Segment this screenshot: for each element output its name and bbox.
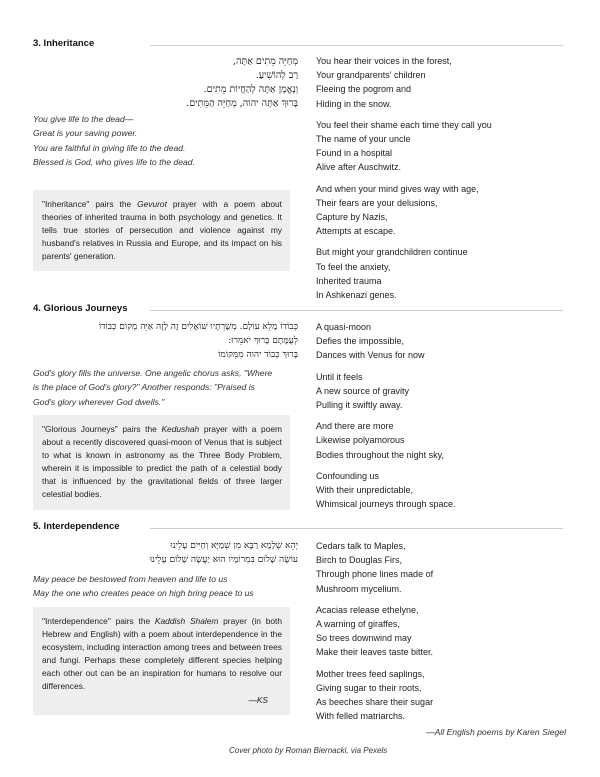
poem-line: Their fears are your delusions, [316,197,438,208]
note-text: "Glorious Journeys" pairs the [42,424,162,434]
hebrew-line: מְחַיֵּה מֵתִים אַתָּה, [232,56,298,67]
hebrew-line: לְעֻמָּתָם בָּרוּךְ יֹאמֵרוּ: [228,336,298,346]
hebrew-text-gevurot [48,55,298,111]
poem-line: As beeches share their sugar [316,697,434,708]
translation-line: Great is your saving power. [33,128,138,139]
poem-line: A quasi-moon [316,322,372,332]
poem-line: Confounding us [316,470,380,481]
translation-gevurot [33,112,298,169]
hebrew-line: כְּבוֹדוֹ מָלֵא עוֹלָם. מְשָׁרְתָיו שׁוֹאֲלִים זֶה לָזֶה אַיֵּה מְקוֹם כְּבוֹדוֹ [98,322,298,332]
translation-line: You are faithful in giving life to the dead. [33,142,186,153]
poem-line: Until it feels [316,371,363,382]
note-text: "Interdependence" pairs the [42,616,155,626]
poem-line: Birch to Douglas Firs, [316,555,403,566]
poem-stanza [316,182,586,239]
poem-line: With felled matriarchs. [316,711,406,722]
poem-stanza [316,603,586,660]
poem-line: A new source of gravity [316,385,410,396]
translation-line: May peace be bestowed from heaven and life to us [33,574,228,584]
author-initials: —KS [248,694,268,705]
poem-line: Inherited trauma [316,275,382,286]
poem-line: To feel the anxiety, [316,261,391,272]
section-divider [150,310,563,311]
poem-line: You feel their shame each time they call you [316,119,492,130]
poem-stanza [316,320,586,363]
poem-inheritance [316,54,586,309]
section-title-glorious-journeys: 4. Glorious Journeys [33,303,128,314]
note-text: prayer (in both Hebrew and English) with a poem about interdependence in the ecosystem, including interaction among trees and between trees and fungi. Perhaps these completely different species helping each other out can be an inspiration for humans to resolve our differences. [42,616,283,692]
prayer-name: Gevurot [137,199,167,209]
prayer-name: Kedushah [161,424,200,434]
hebrew-text-kedushah [48,320,298,362]
poem-line: Bodies throughout the night sky, [316,449,444,460]
poem-stanza [316,469,586,512]
poem-line: And when your mind gives way with age, [316,183,479,194]
poem-line: Found in a hospital [316,148,393,159]
poem-stanza [316,539,586,596]
poem-stanza [316,245,586,302]
poem-line: Fleeing the pogrom and [316,84,412,95]
poem-line: Mother trees feed saplings, [316,668,425,679]
poem-line: Likewise polyamorous [316,435,405,446]
translation-line: Blessed is God, who gives life to the dead. [33,156,195,167]
poem-line: A warning of giraffes, [316,619,400,630]
hebrew-line: וְנֶאֱמָן אַתָּה לְהַחֲיוֹת מֵתִים. [203,84,298,95]
poem-line: Through phone lines made of [316,569,434,580]
hebrew-line: עוֹשֶׂה שָׁלוֹם בִּמְרוֹמָיו הוּא יַעֲשֶׂה שָׁלוֹם עָלֵינוּ [149,555,298,565]
poem-stanza [316,370,586,413]
poem-line: Alive after Auschwitz. [316,162,402,173]
poem-line: Make their leaves taste bitter. [316,647,434,658]
poem-line: Mushroom mycelium. [316,583,402,594]
prayer-name: Kaddish Shalem [154,616,219,626]
note-box-inheritance [33,190,290,271]
note-text: prayer with a poem about theories of inherited trauma in both psychology and genetics. It tells true stories of persecution and violence against my husband's relatives in Russia and Europe, and its impact on his parents' generation. [42,199,282,262]
poem-stanza [316,118,586,175]
poem-line: But might your grandchildren continue [316,247,468,258]
poem-line: You hear their voices in the forest, [316,56,452,66]
poems-credit: —All English poems by Karen Siegel [426,727,566,737]
translation-line: God's glory wherever God dwells." [33,396,165,407]
cover-photo-credit: Cover photo by Roman Biernacki, via Pexels [229,746,388,755]
poem-line: With their unpredictable, [316,485,414,496]
poem-line: Defies the impossible, [316,336,405,347]
poem-line: Giving sugar to their roots, [316,682,422,693]
poem-line: The name of your uncle [316,134,411,145]
translation-line: You give life to the dead— [33,114,134,124]
note-text: "Inheritance" pairs the [42,199,138,209]
poem-line: Pulling it swiftly away. [316,400,403,411]
section-title-interdependence: 5. Interdependence [33,521,120,532]
hebrew-line: בָּרוּךְ כְּבוֹד יהוה מִמְּקוֹמוֹ [218,350,298,360]
poem-stanza [316,419,586,462]
poem-glorious-journeys [316,320,586,518]
poem-line: And there are more [316,421,394,432]
poem-line: Capture by Nazis, [316,212,388,223]
poem-line: Your grandparents' children [316,70,426,81]
translation-line: God's glory fills the universe. One angelic chorus asks, "Where [33,368,273,378]
note-box-glorious-journeys [33,415,290,510]
translation-kedushah [33,366,298,409]
poem-line: So trees downwind may [316,633,412,644]
hebrew-line: יְהֵא שְׁלָמָא רַבָּא מִן שְׁמַיָּא וְחַיִּים עָלֵינוּ [170,541,298,551]
poem-interdependence [316,539,586,730]
hebrew-text-kaddish [48,539,298,567]
poem-line: Whimsical journeys through space. [316,499,456,510]
translation-line: May the one who creates peace on high bring peace to us [33,588,254,599]
note-text: prayer with a poem about a recently discovered quasi-moon of Venus that is subject to what is known in astronomy as the Three Body Problem, wherein it is impossible to predict the path of a celestial body that is influenced by the gravitational fields of three larger celestial bodies. [42,424,282,500]
poem-line: Dances with Venus for now [316,350,425,361]
hebrew-line: בָּרוּךְ אַתָּה יהוה, מְחַיֵּה הַמֵּתִים. [186,98,298,109]
translation-kaddish [33,572,298,601]
poem-line: In Ashkenazi genes. [316,290,397,301]
section-title-inheritance: 3. Inheritance [33,38,95,49]
poem-stanza [316,667,586,724]
poem-stanza [316,54,586,111]
hebrew-line: רַב לְהוֹשִׁיעַ. [255,70,298,81]
translation-line: is the place of God's glory?" Another responds: "Praised is [33,382,255,393]
poem-line: Hiding in the snow. [316,98,392,109]
section-divider [150,45,563,46]
section-divider [150,528,563,529]
poem-line: Acacias release ethelyne, [316,604,419,615]
poem-line: Cedars talk to Maples, [316,541,406,551]
note-box-interdependence [33,607,290,715]
poem-line: Attempts at escape. [316,226,396,237]
